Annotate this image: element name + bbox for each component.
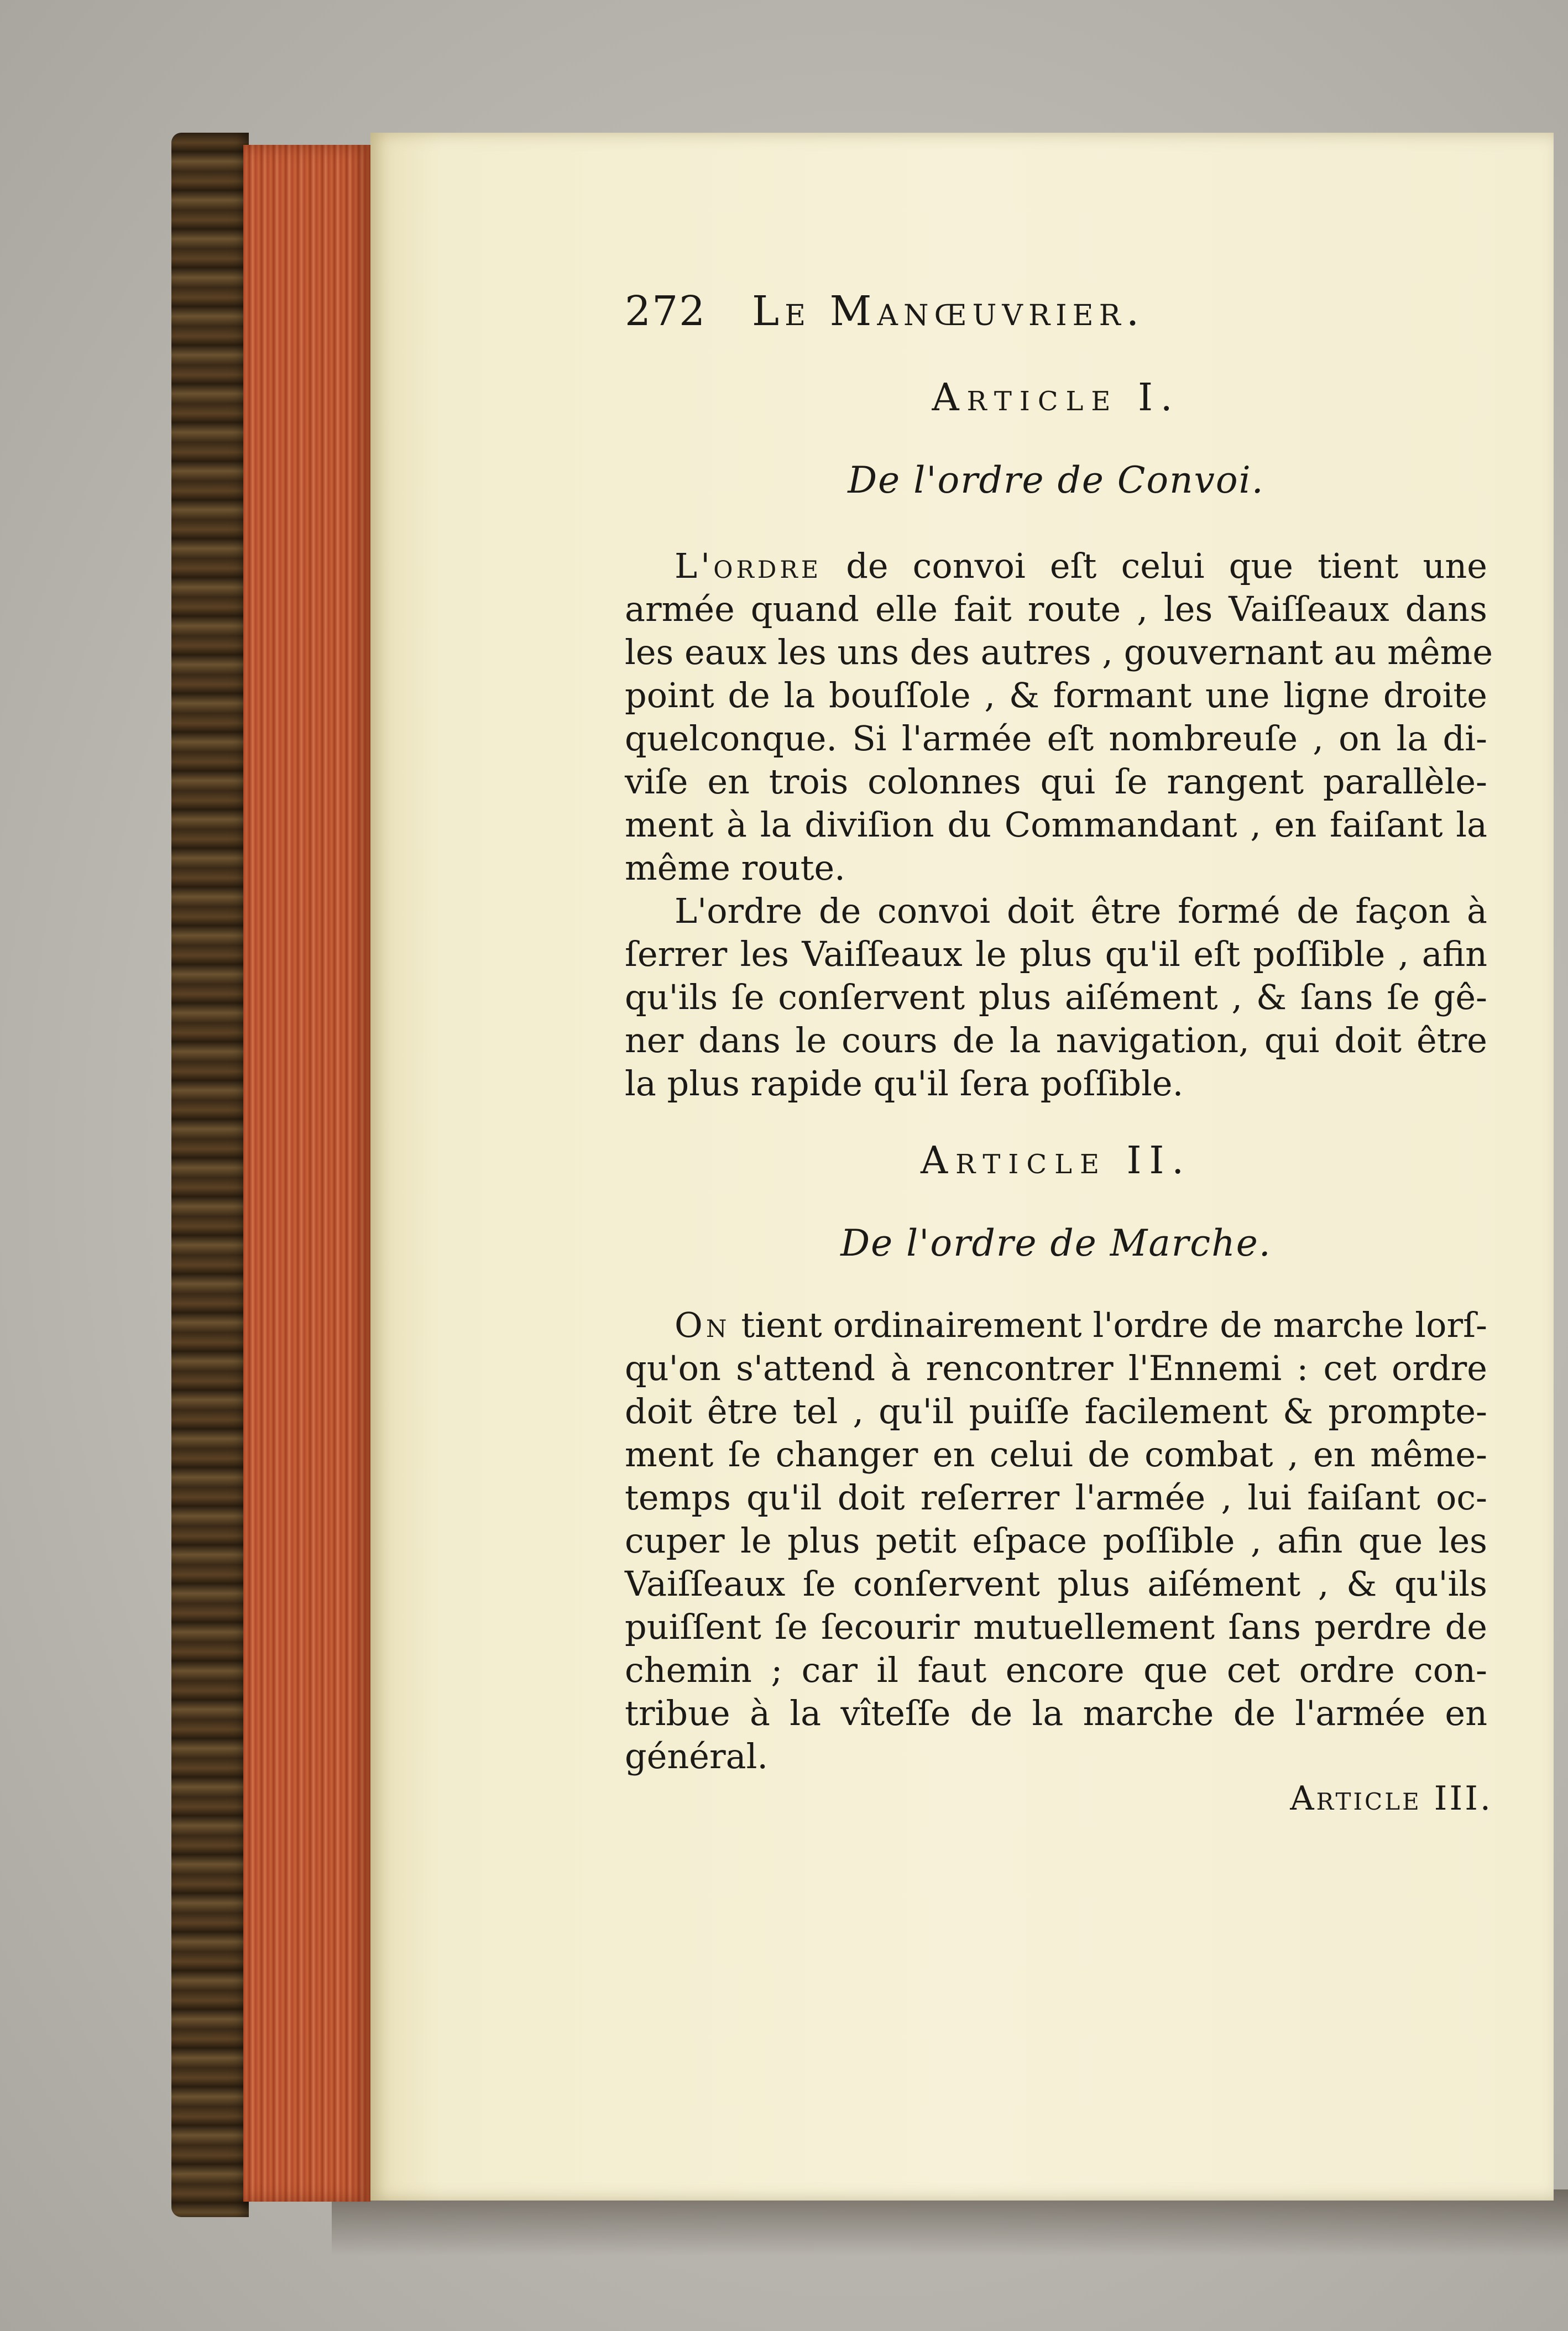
paragraph-line: la plus rapide qu'il ſera poſſible. (625, 1063, 1184, 1104)
paragraph-lead: On (675, 1305, 730, 1345)
paragraph-line: point de la bouſſole , & formant une ligne droite (625, 675, 1487, 715)
article-1-paragraph-2 (625, 890, 1487, 1105)
paragraph-line: ner dans le cours de la navigation, qui doit être (625, 1020, 1487, 1060)
paragraph-line: qu'ils ſe conſervent plus aiſément , & ſans ſe gê- (625, 977, 1487, 1017)
paragraph-line: Vaiſſeaux ſe conſervent plus aiſément , & qu'ils (625, 1564, 1487, 1604)
page-number: 272 (625, 288, 707, 335)
paragraph-line: qu'on s'attend à rencontrer l'Ennemi : cet ordre (625, 1348, 1487, 1388)
paragraph-line: chemin ; car il faut encore que cet ordre con- (625, 1650, 1487, 1690)
running-head (625, 288, 1487, 348)
paragraph-line: L'ordre de convoi eſt celui que tient une (675, 546, 1487, 586)
paragraph-line: général. (625, 1736, 769, 1776)
paragraph-line: les eaux les uns des autres , gouvernant au même (625, 632, 1493, 672)
article-2-subheading: De l'ordre de Marche. (840, 1222, 1272, 1264)
article-2-heading: Article II. (921, 1139, 1191, 1183)
paragraph-line: ſerrer les Vaiſſeaux le plus qu'il eſt poſſible , afin (625, 934, 1487, 974)
article-1-heading: Article I. (932, 376, 1180, 420)
paragraph-line: doit être tel , qu'il puiſſe facilement & prompte- (625, 1391, 1487, 1431)
catchword: Article III. (1290, 1779, 1493, 1818)
paragraph-line: quelconque. Si l'armée eſt nombreuſe , on la di- (625, 718, 1487, 759)
paragraph-line: ment ſe changer en celui de combat , en même- (625, 1434, 1487, 1475)
article-1-subheading: De l'ordre de Convoi. (848, 459, 1264, 501)
paragraph-line: tribue à la vîteſſe de la marche de l'armée en (625, 1693, 1487, 1733)
page-edges (243, 145, 370, 2202)
paragraph-line: cuper le plus petit eſpace poſſible , afin que les (625, 1520, 1487, 1561)
paragraph-line: L'ordre de convoi doit être formé de façon à (675, 891, 1487, 931)
paragraph-line: armée quand elle fait route , les Vaiſſeaux dans (625, 589, 1487, 629)
paragraph-line: ment à la diviſion du Commandant , en faiſant la (625, 804, 1487, 845)
paragraph-line: viſe en trois colonnes qui ſe rangent parallèle- (625, 761, 1487, 802)
book-spine (171, 133, 249, 2217)
paragraph-line: même route. (625, 848, 845, 888)
paragraph-line: temps qu'il doit reſerrer l'armée , lui faiſant oc- (625, 1477, 1487, 1518)
article-2-paragraph-1 (625, 1304, 1487, 1778)
paragraph-lead: L'ordre (675, 546, 822, 586)
running-title: Le Manœuvrier. (752, 288, 1145, 335)
paragraph-line: On tient ordinairement l'ordre de marche lorſ- (675, 1305, 1487, 1345)
article-1-paragraph-1 (625, 545, 1493, 890)
paragraph-line: puiſſent ſe ſecourir mutuellement ſans perdre de (625, 1607, 1487, 1647)
